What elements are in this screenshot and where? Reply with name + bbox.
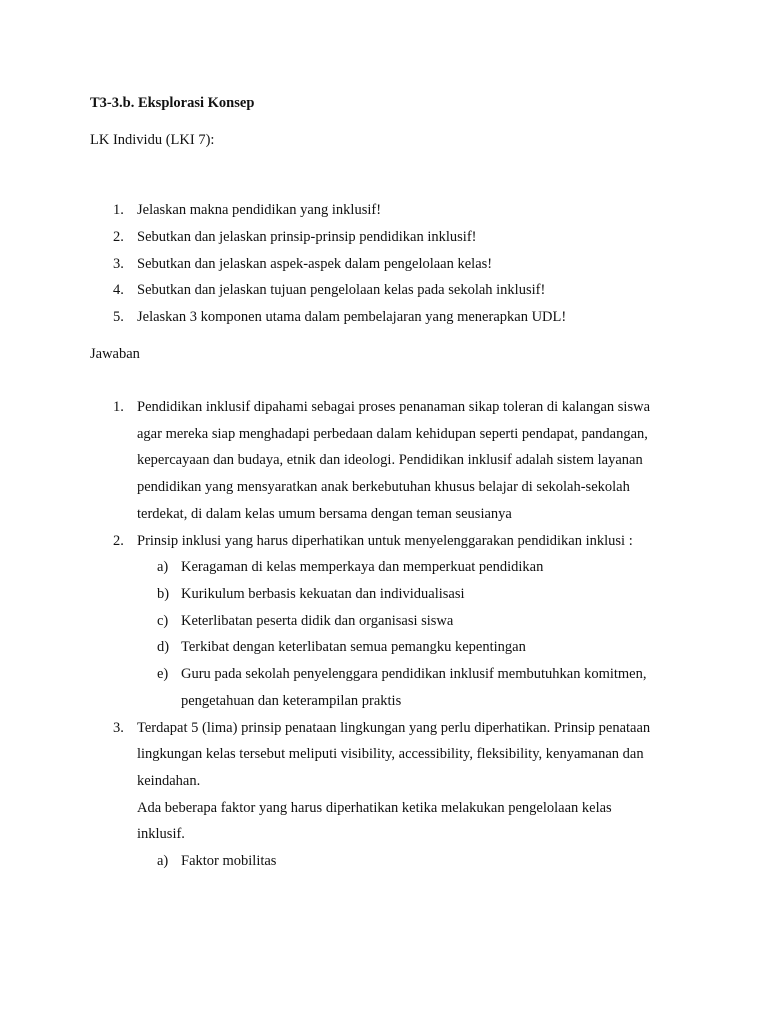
answer-line: kepercayaan dan budaya, etnik dan ideologi. Pendidikan inklusif adalah sistem layanan [137, 452, 643, 468]
question-text: Sebutkan dan jelaskan prinsip-prinsip pendidikan inklusif! [137, 229, 477, 245]
answer-line: inklusif. [137, 826, 185, 842]
question-number: 5. [113, 309, 124, 325]
answers-heading: Jawaban [90, 346, 140, 362]
answer-line: Pendidikan inklusif dipahami sebagai proses penanaman sikap toleran di kalangan siswa [137, 399, 651, 415]
item-letter: a) [157, 853, 169, 869]
answer-line: terdekat, di dalam kelas umum bersama dengan teman seusianya [137, 506, 512, 522]
question-text: Sebutkan dan jelaskan tujuan pengelolaan kelas pada sekolah inklusif! [137, 282, 546, 298]
answer-line: agar mereka siap menghadapi perbedaan dalam kehidupan seperti pendapat, pandangan, [137, 426, 648, 442]
question-number: 1. [113, 202, 124, 218]
answer-number: 2. [113, 533, 124, 549]
answer-line: Ada beberapa faktor yang harus diperhatikan ketika melakukan pengelolaan kelas [137, 800, 612, 816]
question-text: Jelaskan makna pendidikan yang inklusif! [137, 202, 382, 218]
worksheet-subtitle: LK Individu (LKI 7): [90, 132, 215, 148]
question-number: 2. [113, 229, 124, 245]
item-letter: c) [157, 613, 169, 629]
question-number: 4. [113, 282, 124, 298]
item-text: Guru pada sekolah penyelenggara pendidikan inklusif membutuhkan komitmen, [181, 666, 647, 682]
item-letter: b) [157, 586, 170, 602]
item-text-continuation: pengetahuan dan keterampilan praktis [181, 693, 402, 709]
question-text: Sebutkan dan jelaskan aspek-aspek dalam pengelolaan kelas! [137, 256, 493, 272]
item-text: Keterlibatan peserta didik dan organisasi siswa [181, 613, 454, 629]
question-number: 3. [113, 256, 124, 272]
answer-line: keindahan. [137, 773, 201, 789]
item-letter: a) [157, 559, 169, 575]
answer-line: Prinsip inklusi yang harus diperhatikan untuk menyelenggarakan pendidikan inklusi : [137, 533, 633, 549]
answer-line: pendidikan yang mensyaratkan anak berkebutuhan khusus belajar di sekolah-sekolah [137, 479, 630, 495]
item-letter: e) [157, 666, 169, 682]
answer-number: 3. [113, 720, 124, 736]
answer-number: 1. [113, 399, 124, 415]
item-letter: d) [157, 639, 170, 655]
item-text: Keragaman di kelas memperkaya dan memperkuat pendidikan [181, 559, 544, 575]
answer-line: Terdapat 5 (lima) prinsip penataan lingkungan yang perlu diperhatikan. Prinsip penataan [137, 720, 651, 736]
item-text: Faktor mobilitas [181, 853, 277, 869]
question-text: Jelaskan 3 komponen utama dalam pembelajaran yang menerapkan UDL! [137, 309, 567, 325]
document-title: T3-3.b. Eksplorasi Konsep [90, 95, 255, 111]
item-text: Terkibat dengan keterlibatan semua pemangku kepentingan [181, 639, 526, 655]
item-text: Kurikulum berbasis kekuatan dan individualisasi [181, 586, 465, 602]
answer-line: lingkungan kelas tersebut meliputi visibility, accessibility, fleksibility, kenyamanan dan [137, 746, 644, 762]
